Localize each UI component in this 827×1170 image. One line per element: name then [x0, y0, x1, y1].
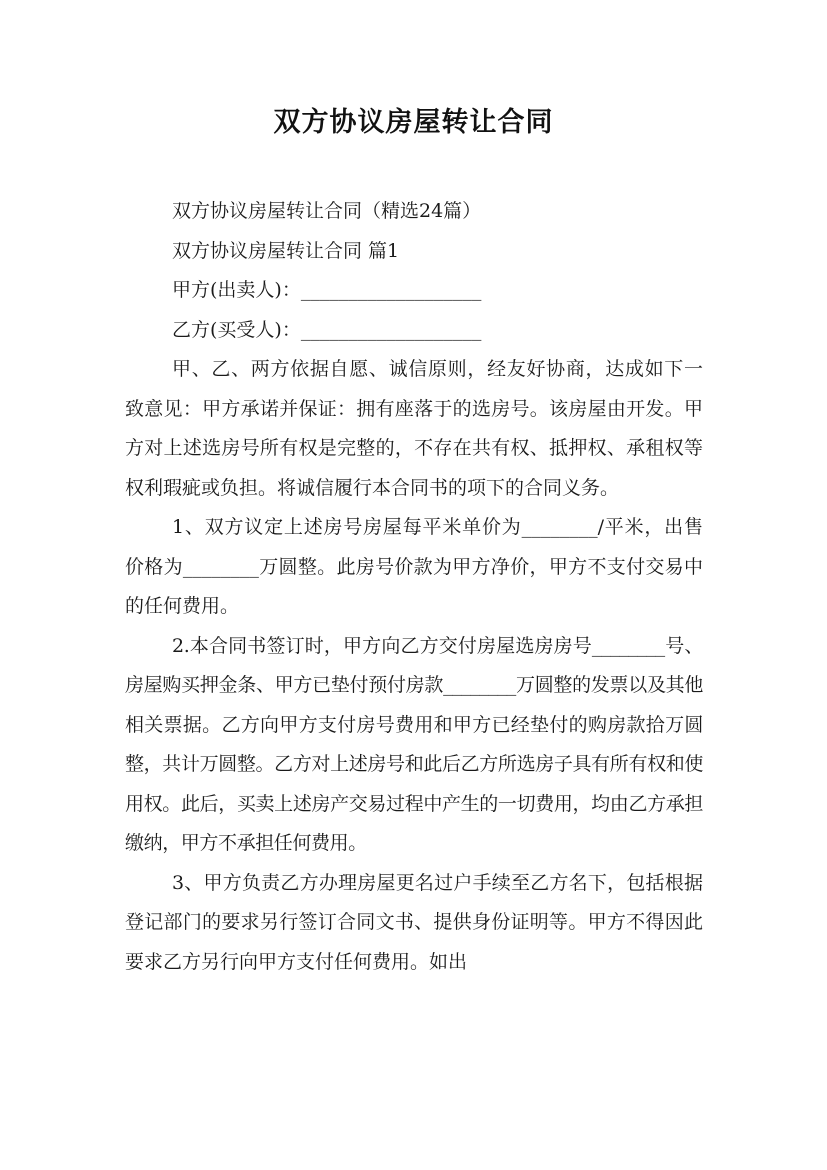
party-b-label: 乙方(买受人)：___________________: [172, 318, 482, 341]
document-body: [125, 192, 703, 982]
paragraph-clause-3: 3、甲方负责乙方办理房屋更名过户手续至乙方名下，包括根据登记部门的要求另行签订合同文书、提供身份证明等。甲方不得因此要求乙方另行向甲方支付任何费用。如出: [125, 871, 703, 973]
paragraph-clause-1: 1、双方议定上述房号房屋每平米单价为________/平米，出售价格为________万圆整。此房号价款为甲方净价，甲方不支付交易中的任何费用。: [125, 516, 703, 617]
section-heading: 双方协议房屋转让合同 篇1: [172, 239, 400, 262]
document-subtitle: 双方协议房屋转让合同（精选24篇）: [172, 200, 482, 222]
paragraph-clause-2: 2.本合同书签订时，甲方向乙方交付房屋选房房号________号、房屋购买押金条、甲方已垫付预付房款________万圆整的发票以及其他相关票据。乙方向甲方支付房号费用和甲方已经垫付的购房款拾万圆整，共计万圆整。乙方对上述房号和此后乙方所选房子具有所有权和使用权。此后，买卖上述房产交易过程中产生的一切费用，均由乙方承担缴纳，甲方不承担任何费用。: [125, 634, 703, 854]
party-a-label: 甲方(出卖人)：___________________: [172, 279, 482, 301]
paragraph-intro: 甲、乙、两方依据自愿、诚信原则，经友好协商，达成如下一致意见：甲方承诺并保证：拥有座落于的选房号。该房屋由开发。甲方对上述选房号所有权是完整的，不存在共有权、抵押权、承租权等权利瑕疵或负担。将诚信履行本合同书的项下的合同义务。: [125, 358, 703, 499]
document-title: 双方协议房屋转让合同: [273, 107, 554, 138]
